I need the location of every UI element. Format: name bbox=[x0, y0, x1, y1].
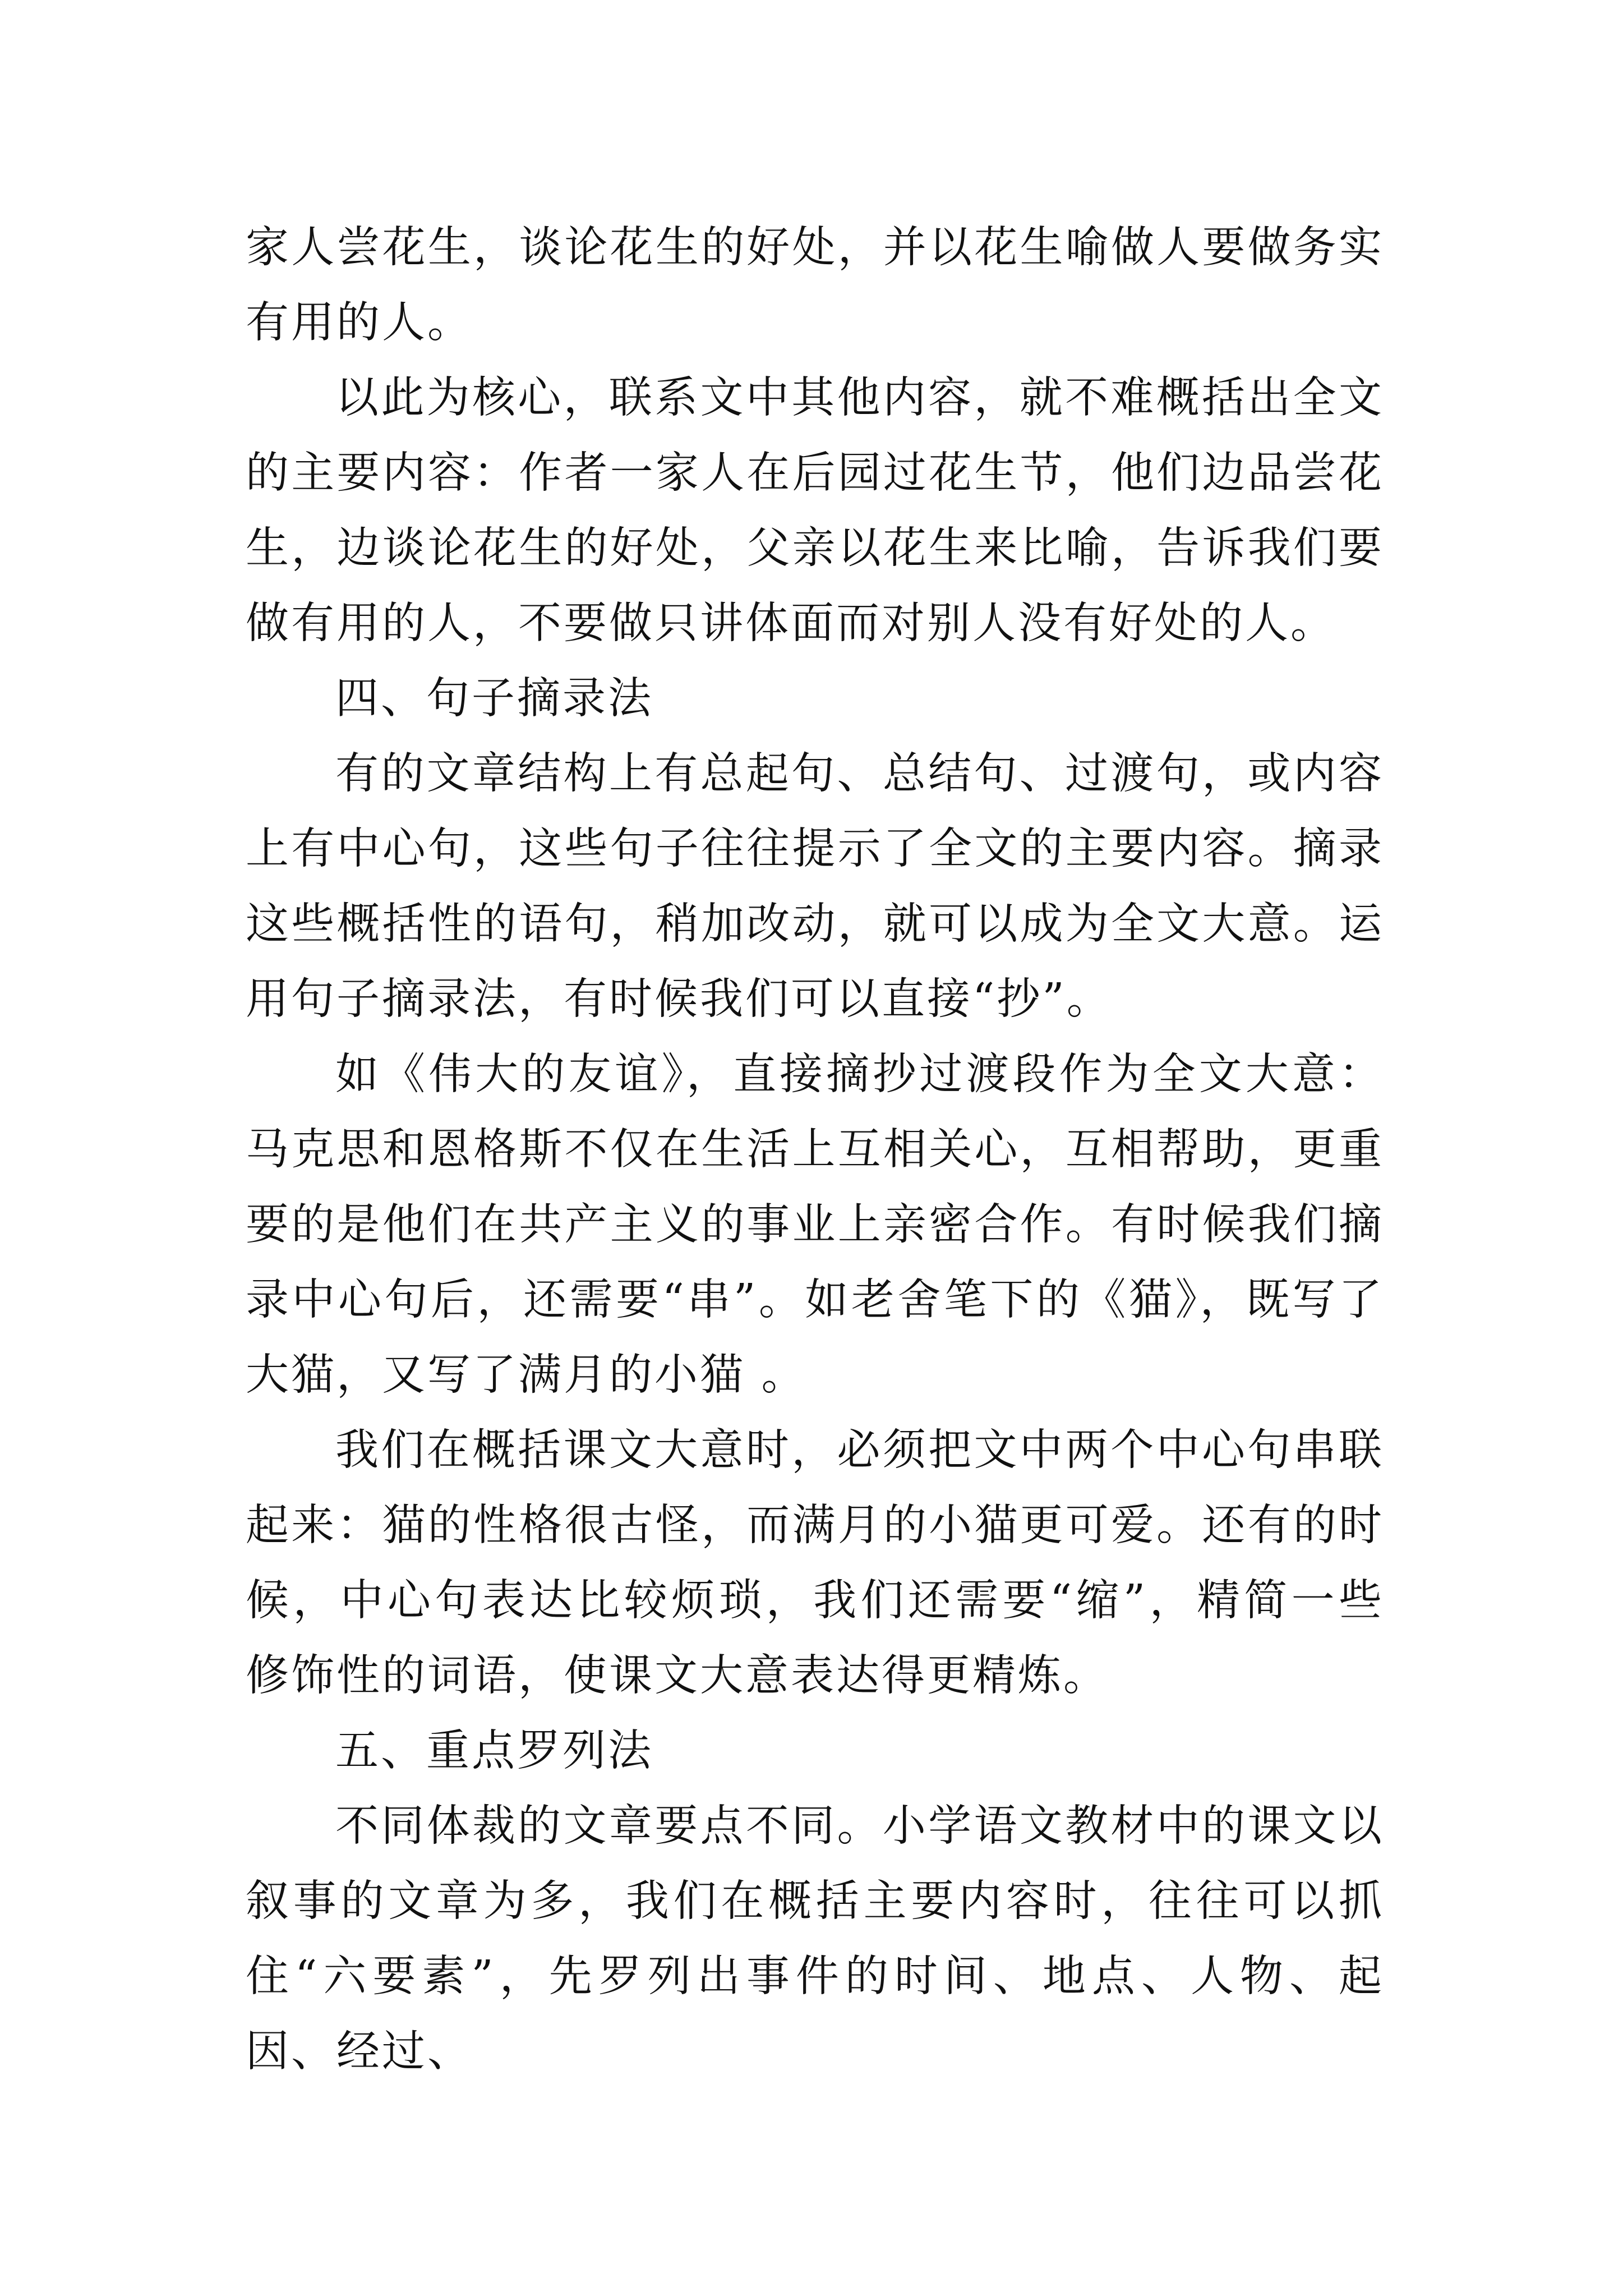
paragraph-sentence-excerpt: 有的文章结构上有总起句、总结句、过渡句，或内容上有中心句，这些句子往往提示了全文的主要内容。摘录这些概括性的语句，稍加改动，就可以成为全文大意。运用句子摘录法，有时候我们可以直接“抄”。 bbox=[246, 749, 1384, 1024]
paragraph-friendship-example: 如《伟大的友谊》，直接摘抄过渡段作为全文大意：马克思和恩格斯不仅在生活上互相关心，互相帮助，更重要的是他们在共产主义的事业上亲密合作。有时候我们摘录中心句后，还需要“串”。如老舍笔下的《猫》，既写了大猫，又写了满月的小猫 。 bbox=[246, 1050, 1384, 1400]
section-heading-5: 五、重点罗列法 bbox=[335, 1726, 653, 1776]
section-heading-4: 四、句子摘录法 bbox=[335, 674, 653, 724]
document-body bbox=[246, 210, 1384, 2090]
paragraph-continuation: 家人尝花生，谈论花生的好处，并以花生喻做人要做务实有用的人。 bbox=[246, 223, 1384, 348]
paragraph-cat-example: 我们在概括课文大意时，必须把文中两个中心句串联起来：猫的性格很古怪，而满月的小猫更可爱。还有的时候，中心句表达比较烦琐，我们还需要“缩”，精简一些修饰性的词语，使课文大意表达得更精炼。 bbox=[246, 1425, 1384, 1701]
paragraph-summary: 以此为核心，联系文中其他内容，就不难概括出全文的主要内容：作者一家人在后园过花生节，他们边品尝花生，边谈论花生的好处，父亲以花生来比喻，告诉我们要做有用的人，不要做只讲体面而对别人没有好处的人。 bbox=[246, 373, 1384, 648]
paragraph-key-points: 不同体裁的文章要点不同。小学语文教材中的课文以叙事的文章为多，我们在概括主要内容时，往往可以抓住“六要素”，先罗列出事件的时间、地点、人物、起因、经过、 bbox=[246, 1801, 1384, 2077]
